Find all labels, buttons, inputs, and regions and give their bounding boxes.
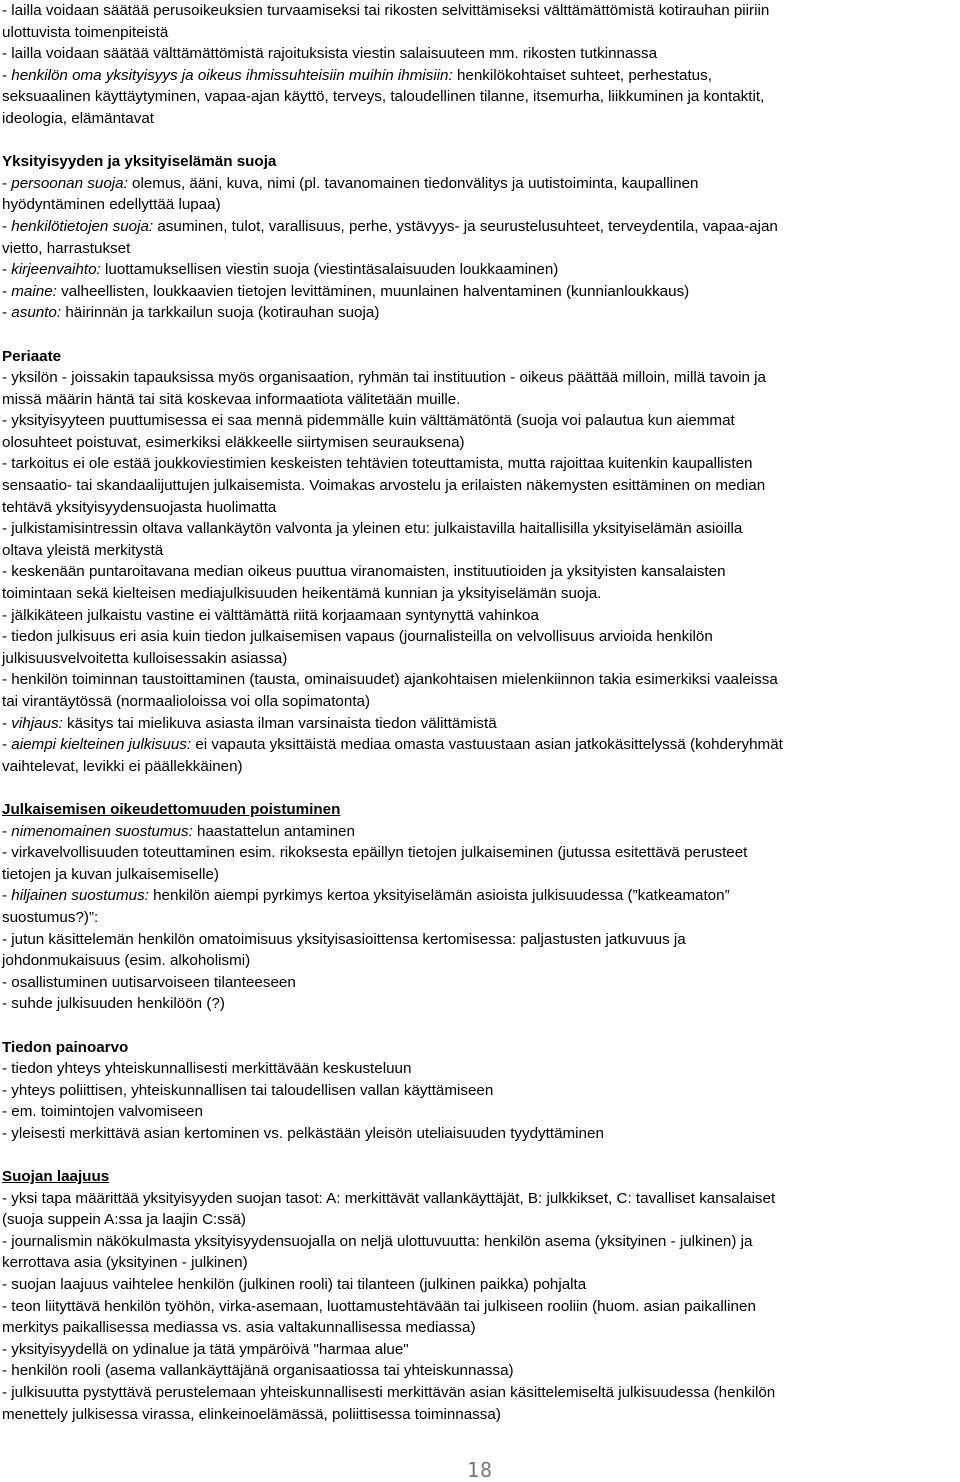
text-line xyxy=(2,583,960,605)
text-segment: - suojan laajuus vaihtelee henkilön (julkinen rooli) tai tilanteen (julkinen paikka) pohjalta xyxy=(2,1276,587,1294)
text-segment: ulottuvista toimenpiteistä xyxy=(2,23,169,41)
text-line xyxy=(2,173,960,195)
text-segment: - henkilön toiminnan taustoittaminen (tausta, ominaisuudet) ajankohtaisen mielenkiinnon takia esimerkiksi vaaleissa xyxy=(2,671,778,689)
text-line xyxy=(2,1339,960,1361)
text-segment: - osallistuminen uutisarvoiseen tilanteeseen xyxy=(2,973,296,991)
text-segment: - xyxy=(2,887,12,905)
text-segment: - xyxy=(2,261,12,279)
text-segment: valheellisten, loukkaavien tietojen levittäminen, muunlainen halventaminen (kunnianloukkaus) xyxy=(56,282,690,300)
text-line xyxy=(2,497,960,519)
text-line xyxy=(2,929,960,951)
text-segment: - henkilön rooli (asema vallankäyttäjänä organisaatiossa tai yhteiskunnassa) xyxy=(2,1362,514,1380)
text-segment: vaihtelevat, levikki ei päällekkäinen) xyxy=(2,757,243,775)
section-spacer xyxy=(2,1144,960,1166)
text-segment: ideologia, elämäntavat xyxy=(2,109,154,127)
text-line xyxy=(2,561,960,583)
italic-term: vihjaus: xyxy=(11,714,63,732)
text-segment: julkisuusvelvoitetta kulloisessakin asiassa) xyxy=(2,649,288,667)
text-line xyxy=(2,453,960,475)
text-line xyxy=(2,842,960,864)
text-segment: - keskenään puntaroitavana median oikeus puuttua viranomaisten, instituutioiden ja yksityisten kansalaisten xyxy=(2,563,726,581)
text-line xyxy=(2,972,960,994)
text-segment: oltava yleistä merkitystä xyxy=(2,541,164,559)
text-line xyxy=(2,1274,960,1296)
italic-term: hiljainen suostumus: xyxy=(11,887,149,905)
text-segment: - jälkikäteen julkaistu vastine ei välttämättä riitä korjaamaan syntynyttä vahinkoa xyxy=(2,606,539,624)
text-segment: - tiedon yhteys yhteiskunnallisesti merkittävään keskusteluun xyxy=(2,1060,412,1078)
text-line xyxy=(2,1296,960,1318)
text-line xyxy=(2,540,960,562)
text-segment: haastattelun antaminen xyxy=(192,822,355,840)
section-heading: Julkaisemisen oikeudettomuuden poistuminen xyxy=(2,800,341,818)
text-segment: suostumus?)”: xyxy=(2,908,99,926)
text-segment: - xyxy=(2,304,12,322)
text-segment: toimintaan sekä kielteisen mediajulkisuuden heikentämä kunnian ja yksityiselämän suoja. xyxy=(2,585,602,603)
text-line xyxy=(2,1360,960,1382)
text-segment: - teon liityttävä henkilön työhön, virka-asemaan, luottamustehtävään tai julkiseen rooliin (huom. asian paikallinen xyxy=(2,1297,756,1315)
text-segment: - xyxy=(2,736,12,754)
italic-term: kirjeenvaihto: xyxy=(11,261,101,279)
text-line xyxy=(2,907,960,929)
text-segment: olemus, ääni, kuva, nimi (pl. tavanomainen tiedonvälitys ja uutistoiminta, kaupallinen xyxy=(127,174,699,192)
text-segment: sensaatio- tai skandaalijuttujen julkaisemista. Voimakas arvostelu ja erilaisten näkemysten esittäminen on median xyxy=(2,477,766,495)
text-segment: - yleisesti merkittävä asian kertominen vs. pelkästään yleisön uteliaisuuden tyydyttäminen xyxy=(2,1124,604,1142)
text-segment: - yksityisyyteen puuttumisessa ei saa mennä pidemmälle kuin välttämätöntä (suoja voi palautua kun aiemmat xyxy=(2,412,735,430)
italic-term: persoonan suoja: xyxy=(11,174,128,192)
text-segment: - yksi tapa määrittää yksityisyyden suojan tasot: A: merkittävät vallankäyttäjät, B: julkkikset, C: tavalliset kansalaiset xyxy=(2,1189,776,1207)
section-heading: Tiedon painoarvo xyxy=(2,1038,129,1056)
text-segment: hyödyntäminen edellyttää lupaa) xyxy=(2,196,221,214)
text-segment: merkitys paikallisessa mediassa vs. asia valtakunnallisessa mediassa) xyxy=(2,1319,476,1337)
text-line xyxy=(2,1101,960,1123)
text-segment: häirinnän ja tarkkailun suoja (kotirauhan suoja) xyxy=(61,304,380,322)
text-line xyxy=(2,1382,960,1404)
text-segment: ei vapauta yksittäistä mediaa omasta vastuustaan asian jatkokäsittelyssä (kohderyhmät xyxy=(191,736,783,754)
text-segment: johdonmukaisuus (esim. alkoholismi) xyxy=(2,952,251,970)
text-segment: - tarkoitus ei ole estää joukkoviestimien keskeisten tehtävien toteuttamista, mutta rajoittaa kuitenkin kaupallisten xyxy=(2,455,753,473)
text-line xyxy=(2,605,960,627)
text-line xyxy=(2,734,960,756)
text-line xyxy=(2,194,960,216)
text-line xyxy=(2,1058,960,1080)
text-segment: - xyxy=(2,174,12,192)
section xyxy=(2,151,960,324)
text-segment: missä määrin häntä tai sitä koskevaa informaatiota välitetään muille. xyxy=(2,390,461,408)
text-segment: asuminen, tulot, varallisuus, perhe, ystävyys- ja seurustelusuhteet, terveydentila, vapaa-ajan xyxy=(153,217,778,235)
text-line xyxy=(2,410,960,432)
text-line xyxy=(2,1404,960,1426)
section xyxy=(2,0,960,130)
section-heading: Yksityisyyden ja yksityiselämän suoja xyxy=(2,153,277,171)
text-line xyxy=(2,1231,960,1253)
text-line xyxy=(2,259,960,281)
text-segment: - yksilön - joissakin tapauksissa myös organisaation, ryhmän tai instituution - oikeus päättää milloin, millä tavoin ja xyxy=(2,369,766,387)
text-line xyxy=(2,713,960,735)
text-segment: - yhteys poliittisen, yhteiskunnallisen tai taloudellisen vallan käyttämiseen xyxy=(2,1081,494,1099)
section-spacer xyxy=(2,777,960,799)
text-line xyxy=(2,1188,960,1210)
text-segment: - xyxy=(2,217,12,235)
section xyxy=(2,1037,960,1145)
text-segment: henkilön aiempi pyrkimys kertoa yksityiselämän asioista julkisuudessa (”katkeamaton” xyxy=(148,887,730,905)
text-segment: seksuaalinen käyttäytyminen, vapaa-ajan käyttö, terveys, taloudellinen tilanne, itsemurha, liikkuminen ja kontaktit, xyxy=(2,88,765,106)
italic-term: henkilötietojen suoja: xyxy=(11,217,154,235)
text-segment: henkilökohtaiset suhteet, perhestatus, xyxy=(452,66,712,84)
text-line xyxy=(2,821,960,843)
text-line xyxy=(2,756,960,778)
text-line xyxy=(2,65,960,87)
text-line xyxy=(2,950,960,972)
text-line xyxy=(2,108,960,130)
text-line xyxy=(2,669,960,691)
italic-term: maine: xyxy=(11,282,57,300)
section-spacer xyxy=(2,130,960,152)
text-line xyxy=(2,1123,960,1145)
text-line xyxy=(2,43,960,65)
text-line xyxy=(2,885,960,907)
text-line xyxy=(2,302,960,324)
text-line xyxy=(2,475,960,497)
text-line xyxy=(2,1252,960,1274)
text-line xyxy=(2,367,960,389)
section-heading: Suojan laajuus xyxy=(2,1168,110,1186)
text-segment: - journalismin näkökulmasta yksityisyydensuojalla on neljä ulottuvuutta: henkilön asema (yksityinen - julkinen) ja xyxy=(2,1232,753,1250)
text-line xyxy=(2,281,960,303)
section xyxy=(2,1166,960,1425)
text-segment: - jutun käsittelemän henkilön omatoimisuus yksityisasioittensa kertomisessa: paljastusten jatkuvuus ja xyxy=(2,930,686,948)
text-segment: luottamuksellisen viestin suoja (viestintäsalaisuuden loukkaaminen) xyxy=(100,261,559,279)
text-line xyxy=(2,691,960,713)
text-segment: tietojen ja kuvan julkaisemiselle) xyxy=(2,865,219,883)
text-line xyxy=(2,1209,960,1231)
text-line xyxy=(2,22,960,44)
text-line xyxy=(2,626,960,648)
text-segment: - xyxy=(2,282,12,300)
text-line xyxy=(2,216,960,238)
section-spacer xyxy=(2,1015,960,1037)
text-segment: tai virantäytössä (normaalioloissa voi olla sopimatonta) xyxy=(2,693,371,710)
page-number: 18 xyxy=(466,1458,494,1482)
text-line xyxy=(2,86,960,108)
text-segment: - virkavelvollisuuden toteuttaminen esim. rikoksesta epäillyn tietojen julkaiseminen (jutussa esitettävä perusteet xyxy=(2,844,748,862)
section-heading: Periaate xyxy=(2,347,62,365)
text-segment: menettely julkisessa virassa, elinkeinoelämässä, poliittisessa toiminnassa) xyxy=(2,1405,501,1423)
italic-term: henkilön oma yksityisyys ja oikeus ihmissuhteisiin muihin ihmisiin: xyxy=(11,66,453,84)
text-segment: - tiedon julkisuus eri asia kuin tiedon julkaisemisen vapaus (journalisteilla on velvollisuus arvioida henkilön xyxy=(2,628,713,646)
section xyxy=(2,346,960,778)
text-segment: - julkisuutta pystyttävä perustelemaan yhteiskunnallisesti merkittävän asian käsittelemiseltä julkisuudessa (henkilön xyxy=(2,1384,776,1401)
text-line xyxy=(2,432,960,454)
italic-term: nimenomainen suostumus: xyxy=(11,822,193,840)
section xyxy=(2,799,960,1015)
text-line xyxy=(2,864,960,886)
text-line xyxy=(2,648,960,670)
text-line xyxy=(2,1080,960,1102)
text-line xyxy=(2,518,960,540)
text-segment: tehtävä yksityisyydensuojasta huolimatta xyxy=(2,498,277,516)
text-segment: - xyxy=(2,66,12,84)
text-segment: - em. toimintojen valvomiseen xyxy=(2,1103,203,1121)
text-line xyxy=(2,389,960,411)
text-segment: - yksityisyydellä on ydinalue ja tätä ympäröivä "harmaa alue" xyxy=(2,1340,409,1358)
text-segment: vietto, harrastukset xyxy=(2,239,131,257)
italic-term: asunto: xyxy=(11,304,62,322)
text-segment: - julkistamisintressin oltava vallankäytön valvonta ja yleinen etu: julkaistavilla haitallisilla yksityiselämän asioilla xyxy=(2,520,743,538)
italic-term: aiempi kielteinen julkisuus: xyxy=(11,736,192,754)
text-line xyxy=(2,0,960,22)
text-segment: - xyxy=(2,714,12,732)
text-segment: (suoja suppein A:ssa ja laajin C:ssä) xyxy=(2,1211,246,1229)
text-line xyxy=(2,1317,960,1339)
text-segment: - xyxy=(2,822,12,840)
text-line xyxy=(2,993,960,1015)
section-spacer xyxy=(2,324,960,346)
text-line xyxy=(2,238,960,260)
text-segment: - suhde julkisuuden henkilöön (?) xyxy=(2,995,225,1013)
text-segment: - lailla voidaan säätää välttämättömistä rajoituksista viestin salaisuuteen mm. rikosten tutkinnassa xyxy=(2,45,658,63)
text-segment: - lailla voidaan säätää perusoikeuksien turvaamiseksi tai rikosten selvittämiseksi välttämättömistä kotirauhan piiriin xyxy=(2,2,770,19)
text-segment: käsitys tai mielikuva asiasta ilman varsinaista tiedon välittämistä xyxy=(62,714,497,732)
text-segment: kerrottava asia (yksityinen - julkinen) xyxy=(2,1254,248,1272)
text-segment: olosuhteet poistuvat, esimerkiksi eläkkeelle siirtymisen seurauksena) xyxy=(2,433,465,451)
